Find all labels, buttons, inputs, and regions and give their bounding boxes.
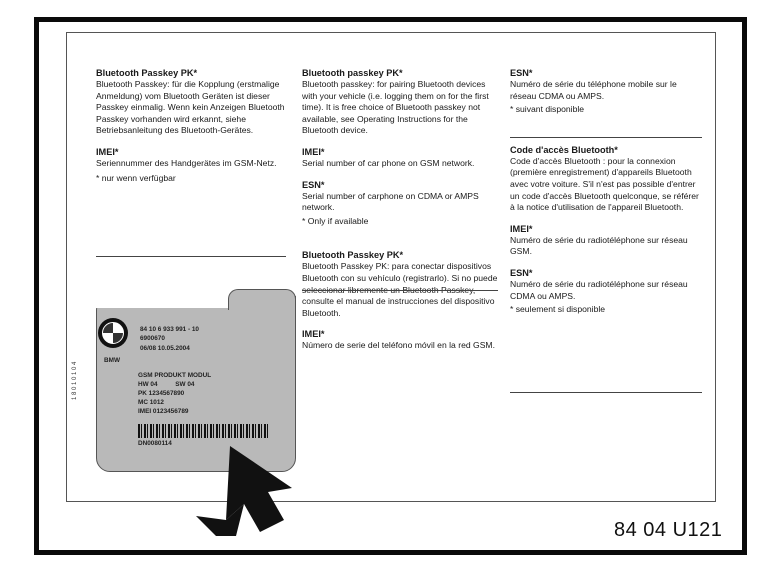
- paragraph: Seriennummer des Handgerätes im GSM-Netz.: [96, 157, 277, 168]
- label-line: 6900670: [140, 335, 165, 342]
- footnote: * Only if available: [302, 215, 369, 226]
- pointer-arrow-icon: [196, 446, 296, 536]
- footnote: * nur wenn verfügbar: [96, 172, 176, 183]
- paragraph: Code d'accès Bluetooth : pour la connexion (première enregistrement) d'appareils Bluetooth avec votre voiture. S'il n'est pas possible d'entrer un code d'accès Bluetooth quelconque, se référer à la notice d'utilisation de l'appareil Bluetooth.: [510, 155, 699, 213]
- footnote: * seulement si disponible: [510, 304, 606, 315]
- paragraph: Numéro de série du radiotéléphone sur réseau CDMA ou AMPS.: [510, 278, 688, 301]
- barcode: [138, 424, 268, 438]
- heading: Bluetooth Passkey PK*: [302, 250, 404, 261]
- side-code: 1 8 0 1 0 1 0 4: [72, 361, 78, 400]
- heading: IMEI*: [96, 146, 119, 157]
- label-line: MC 1012: [138, 399, 164, 406]
- label-line: HW 04 SW 04: [138, 381, 195, 388]
- column-german: [96, 67, 286, 194]
- divider: [510, 392, 702, 393]
- heading: IMEI*: [510, 223, 533, 234]
- label-line: 84 10 6 933 991 - 10: [140, 326, 199, 333]
- heading: ESN*: [302, 179, 325, 190]
- paragraph: Bluetooth Passkey: für die Kopplung (erstmalige Anmeldung) vom Bluetooth Geräten ist dieser Passkey einmalig. Wenn kein Anzeigen Bluetooth Passkey vorhanden wird erkannt, siehe Betriebsanleitung des Bluetooth-Gerätes.: [96, 79, 285, 136]
- heading: IMEI*: [302, 146, 325, 157]
- paragraph: Bluetooth Passkey PK: para conectar dispositivos Bluetooth con su vehículo (registrarlo). Si no puede consulte el manual de instrucciones del dispositivo Bluetooth.: [302, 261, 498, 318]
- paragraph: Serial number of carphone on CDMA or AMPS network.: [302, 190, 479, 213]
- footnote: * suivant disponible: [510, 104, 585, 115]
- label-line: 06/08 10.05.2004: [140, 345, 190, 352]
- divider: [302, 290, 498, 291]
- paragraph: Numéro de série du radiotéléphone sur réseau GSM.: [510, 234, 688, 257]
- heading: Bluetooth passkey PK*: [302, 68, 403, 78]
- paragraph: Número de serie del teléfono móvil en la red GSM.: [302, 340, 495, 351]
- paragraph: Numéro de série du téléphone mobile sur le réseau CDMA ou AMPS.: [510, 79, 677, 101]
- column-english-spanish: [302, 67, 498, 361]
- paragraph: Serial number of car phone on GSM network.: [302, 157, 475, 168]
- heading: IMEI*: [302, 329, 325, 340]
- heading: ESN*: [510, 267, 533, 278]
- label-line: DN0080114: [138, 440, 172, 447]
- label-brand: BMW: [104, 357, 120, 364]
- label-notch: [96, 296, 232, 308]
- column-french: [510, 67, 702, 326]
- figure-id: 84 04 U121: [614, 519, 723, 541]
- heading: Code d'accès Bluetooth*: [510, 144, 618, 155]
- paragraph: Bluetooth passkey: for pairing Bluetooth devices with your vehicle (i.e. logging them on for the first time). It is free choice of Bluetooth passkey not available, see Operating Instructions for the Bluetooth device.: [302, 79, 489, 136]
- label-line: IMEI 0123456789: [138, 408, 189, 415]
- divider: [510, 137, 702, 138]
- heading: Bluetooth Passkey PK*: [96, 68, 198, 78]
- label-tab: [228, 289, 296, 310]
- heading: ESN*: [510, 68, 533, 78]
- label-line: PK 1234567890: [138, 390, 185, 397]
- label-line: GSM PRODUKT MODUL: [138, 372, 212, 379]
- divider: [96, 256, 286, 257]
- bmw-logo-icon: [98, 318, 128, 348]
